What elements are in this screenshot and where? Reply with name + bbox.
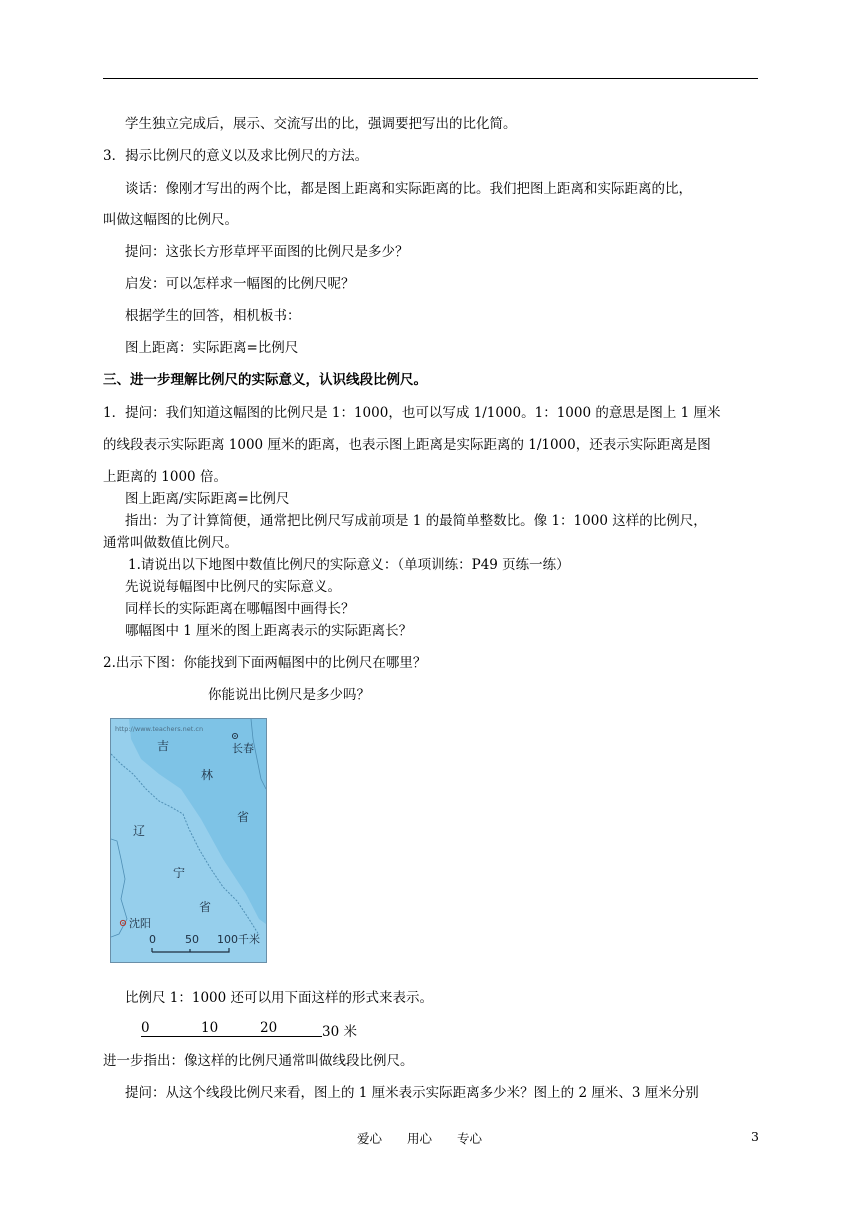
footer-motto: 爱心 用心 专心 — [357, 1131, 483, 1146]
scale-tick-label: 50 — [185, 933, 199, 946]
city-label: 长春 — [232, 742, 254, 755]
page-number: 3 — [751, 1129, 759, 1144]
text-line: 通常叫做数值比例尺。 — [103, 535, 238, 551]
text-line: 的线段表示实际距离 1000 厘米的距离，也表示图上距离是实际距离的 1/1000，还表示实际距离是图 — [103, 437, 711, 453]
section-heading: 三、进一步理解比例尺的实际意义，认识线段比例尺。 — [103, 372, 427, 388]
text-line: 先说说每幅图中比例尺的实际意义。 — [125, 579, 341, 595]
scale-tick-label: 0 — [141, 1020, 150, 1036]
text-line: 学生独立完成后，展示、交流写出的比，强调要把写出的比化简。 — [125, 116, 517, 132]
map-label: 辽 — [133, 824, 146, 838]
text-line: 进一步指出：像这样的比例尺通常叫做线段比例尺。 — [103, 1053, 414, 1069]
text-line: 3．揭示比例尺的意义以及求比例尺的方法。 — [103, 148, 369, 164]
text-line: 叫做这幅图的比例尺。 — [103, 212, 238, 228]
map-label: 宁 — [173, 866, 186, 880]
scale-tick-label: 30 米 — [322, 1024, 357, 1040]
map-figure — [110, 718, 267, 963]
header-rule — [103, 78, 758, 79]
text-line: 哪幅图中 1 厘米的图上距离表示的实际距离长？ — [125, 623, 413, 639]
map-illustration — [111, 719, 266, 962]
watermark-text: http://www.teachers.net.cn — [115, 725, 204, 733]
text-line: 同样长的实际距离在哪幅图中画得长？ — [125, 601, 355, 617]
scale-tick-label: 20 — [260, 1020, 278, 1036]
scale-tick-label: 10 — [201, 1020, 219, 1036]
text-line: 根据学生的回答，相机板书： — [125, 308, 301, 324]
scale-tick-label: 0 — [149, 933, 156, 946]
scale-line — [141, 1036, 322, 1037]
text-line: 比例尺 1：1000 还可以用下面这样的形式来表示。 — [125, 990, 434, 1006]
formula: 图上距离/实际距离=比例尺 — [125, 491, 290, 507]
map-label: 省 — [199, 900, 212, 914]
text-line: 启发：可以怎样求一幅图的比例尺呢？ — [125, 276, 355, 292]
city-label: 沈阳 — [129, 917, 151, 930]
map-label: 林 — [201, 768, 214, 782]
text-line: 1．提问：我们知道这幅图的比例尺是 1：1000，也可以写成 1/1000。1：1000 的意思是图上 1 厘米 — [103, 405, 721, 421]
map-label: 吉 — [157, 739, 170, 753]
text-line: 提问：从这个线段比例尺来看，图上的 1 厘米表示实际距离多少米？图上的 2 厘米、3 厘米分别 — [125, 1085, 699, 1101]
text-line: 你能说出比例尺是多少吗？ — [208, 687, 370, 703]
text-line: 上距离的 1000 倍。 — [103, 469, 227, 485]
text-line: 1.请说出以下地图中数值比例尺的实际意义：（单项训练：P49 页练一练） — [128, 557, 570, 573]
scale-tick-label: 100千米 — [217, 933, 260, 946]
map-label: 省 — [237, 810, 250, 824]
text-line: 图上距离：实际距离=比例尺 — [125, 340, 299, 356]
text-line: 指出：为了计算简便，通常把比例尺写成前项是 1 的最简单整数比。像 1：1000 这样的比例尺， — [125, 513, 707, 529]
text-line: 2.出示下图：你能找到下面两幅图中的比例尺在哪里？ — [103, 655, 427, 671]
text-line: 谈话：像刚才写出的两个比，都是图上距离和实际距离的比。我们把图上距离和实际距离的比， — [125, 181, 692, 197]
text-line: 提问：这张长方形草坪平面图的比例尺是多少？ — [125, 244, 409, 260]
